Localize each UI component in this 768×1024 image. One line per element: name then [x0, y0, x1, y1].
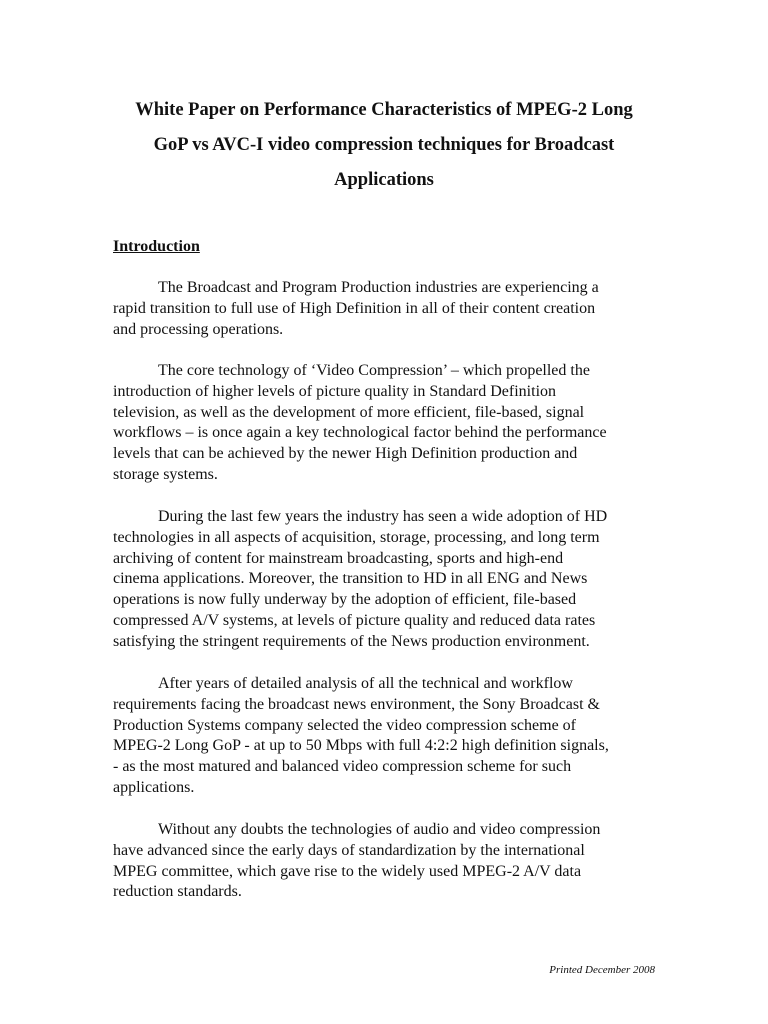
paragraph-line: technologies in all aspects of acquisition, storage, processing, and long term	[113, 528, 600, 546]
paragraph-line: Production Systems company selected the video compression scheme of	[113, 716, 577, 734]
print-date-footer: Printed December 2008	[549, 964, 655, 976]
paragraph-3	[113, 507, 673, 653]
paragraph-line: cinema applications. Moreover, the transition to HD in all ENG and News	[113, 570, 588, 588]
paragraph-line: compressed A/V systems, at levels of picture quality and reduced data rates	[113, 611, 596, 629]
paragraph-line: applications.	[113, 778, 195, 796]
paragraph-line: levels that can be achieved by the newer High Definition production and	[113, 445, 578, 463]
paragraph-line: The core technology of ‘Video Compression’ – which propelled the	[158, 362, 590, 379]
paragraph-line: MPEG-2 Long GoP - at up to 50 Mbps with full 4:2:2 high definition signals,	[113, 737, 609, 755]
paragraph-line: workflows – is once again a key technological factor behind the performance	[113, 424, 607, 442]
title-line: White Paper on Performance Characteristics of MPEG-2 Long	[135, 100, 633, 120]
title-line: GoP vs AVC-I video compression techniques for Broadcast	[153, 135, 615, 155]
paragraph-5	[113, 820, 673, 903]
title-line: Applications	[334, 170, 434, 190]
paragraph-line: MPEG committee, which gave rise to the widely used MPEG-2 A/V data	[113, 862, 582, 880]
paragraph-line: During the last few years the industry has seen a wide adoption of HD	[158, 508, 608, 525]
paragraph-line: requirements facing the broadcast news environment, the Sony Broadcast &	[113, 695, 600, 713]
paragraph-line: satisfying the stringent requirements of the News production environment.	[113, 632, 590, 650]
section-heading-introduction: Introduction	[113, 238, 200, 255]
paragraph-line: television, as well as the development of more efficient, file-based, signal	[113, 403, 585, 421]
paragraph-line: and processing operations.	[113, 320, 284, 338]
paragraph-line: After years of detailed analysis of all the technical and workflow	[158, 675, 573, 692]
paragraph-line: - as the most matured and balanced video compression scheme for such	[113, 758, 572, 776]
paragraph-line: have advanced since the early days of standardization by the international	[113, 841, 585, 859]
paragraph-line: reduction standards.	[113, 883, 242, 901]
document-title	[80, 93, 688, 198]
paragraph-1	[113, 278, 673, 340]
paragraph-2	[113, 361, 673, 486]
paragraph-line: Without any doubts the technologies of audio and video compression	[158, 821, 601, 838]
paragraph-line: operations is now fully underway by the adoption of efficient, file-based	[113, 591, 577, 609]
paragraph-line: The Broadcast and Program Production industries are experiencing a	[158, 279, 599, 296]
paragraph-line: rapid transition to full use of High Definition in all of their content creation	[113, 299, 596, 317]
paragraph-line: introduction of higher levels of picture quality in Standard Definition	[113, 382, 557, 400]
paragraph-4	[113, 674, 673, 799]
paragraph-line: archiving of content for mainstream broadcasting, sports and high-end	[113, 549, 564, 567]
paragraph-line: storage systems.	[113, 465, 218, 483]
